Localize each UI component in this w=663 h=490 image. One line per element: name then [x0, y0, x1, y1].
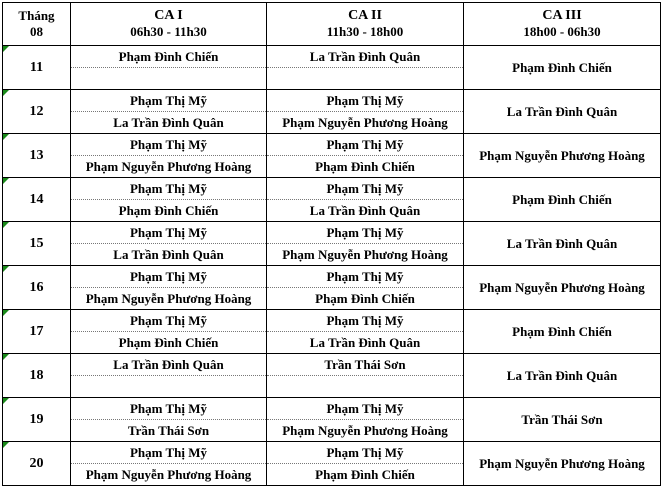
ca3-staff: La Trần Đình Quân: [464, 222, 661, 266]
shift-header-ca2: [267, 3, 464, 46]
shift-schedule-table: [2, 2, 661, 486]
ca1-staff-2: [71, 68, 267, 90]
ca2-staff-2: [267, 376, 464, 398]
ca1-staff-2: La Trần Đình Quân: [71, 112, 267, 134]
ca1-staff-1: La Trần Đình Quân: [71, 354, 267, 376]
ca2-staff-1: Phạm Thị Mỹ: [267, 398, 464, 420]
ca3-staff: Phạm Đình Chiến: [464, 310, 661, 354]
ca1-staff-2: Phạm Nguyễn Phương Hoàng: [71, 156, 267, 178]
ca2-staff-1: Phạm Thị Mỹ: [267, 222, 464, 244]
ca1-staff-1: Phạm Thị Mỹ: [71, 134, 267, 156]
ca1-staff-1: Phạm Đình Chiến: [71, 46, 267, 68]
ca3-staff: Phạm Nguyễn Phương Hoàng: [464, 266, 661, 310]
day-cell: 17: [3, 310, 71, 354]
day-cell: 20: [3, 442, 71, 486]
ca2-staff-1: Trần Thái Sơn: [267, 354, 464, 376]
ca1-staff-1: Phạm Thị Mỹ: [71, 222, 267, 244]
table-row: [3, 46, 661, 68]
table-row: [3, 90, 661, 112]
shift-name: CA III: [542, 8, 582, 23]
ca2-staff-2: Phạm Nguyễn Phương Hoàng: [267, 112, 464, 134]
day-cell: 14: [3, 178, 71, 222]
ca2-staff-2: Phạm Nguyễn Phương Hoàng: [267, 244, 464, 266]
shift-header-ca3: [464, 3, 661, 46]
table-row: [3, 134, 661, 156]
ca3-staff: Phạm Đình Chiến: [464, 46, 661, 90]
table-row: [3, 354, 661, 376]
ca2-staff-2: Phạm Đình Chiến: [267, 464, 464, 486]
ca1-staff-1: Phạm Thị Mỹ: [71, 90, 267, 112]
day-cell: 12: [3, 90, 71, 134]
shift-header-ca1: [71, 3, 267, 46]
ca1-staff-1: Phạm Thị Mỹ: [71, 266, 267, 288]
shift-time: 18h00 - 06h30: [523, 24, 601, 39]
table-row: [3, 266, 661, 288]
ca1-staff-2: [71, 376, 267, 398]
ca1-staff-1: Phạm Thị Mỹ: [71, 178, 267, 200]
month-value: 08: [30, 24, 43, 39]
ca1-staff-2: Phạm Nguyễn Phương Hoàng: [71, 288, 267, 310]
ca2-staff-2: Phạm Nguyễn Phương Hoàng: [267, 420, 464, 442]
day-cell: 18: [3, 354, 71, 398]
ca1-staff-2: Trần Thái Sơn: [71, 420, 267, 442]
ca2-staff-2: Phạm Đình Chiến: [267, 156, 464, 178]
month-header: [3, 3, 71, 46]
ca2-staff-2: La Trần Đình Quân: [267, 332, 464, 354]
day-cell: 15: [3, 222, 71, 266]
ca2-staff-1: Phạm Thị Mỹ: [267, 442, 464, 464]
table-row: [3, 310, 661, 332]
ca3-staff: Phạm Đình Chiến: [464, 178, 661, 222]
shift-time: 06h30 - 11h30: [130, 24, 207, 39]
ca1-staff-2: Phạm Đình Chiến: [71, 200, 267, 222]
ca3-staff: La Trần Đình Quân: [464, 354, 661, 398]
ca2-staff-1: Phạm Thị Mỹ: [267, 310, 464, 332]
ca3-staff: Trần Thái Sơn: [464, 398, 661, 442]
ca2-staff-1: Phạm Thị Mỹ: [267, 178, 464, 200]
day-cell: 19: [3, 398, 71, 442]
ca1-staff-2: Phạm Nguyễn Phương Hoàng: [71, 464, 267, 486]
ca3-staff: La Trần Đình Quân: [464, 90, 661, 134]
ca3-staff: Phạm Nguyễn Phương Hoàng: [464, 442, 661, 486]
schedule-body: [3, 46, 661, 486]
ca2-staff-1: Phạm Thị Mỹ: [267, 90, 464, 112]
ca1-staff-2: Phạm Đình Chiến: [71, 332, 267, 354]
ca1-staff-2: La Trần Đình Quân: [71, 244, 267, 266]
table-row: [3, 178, 661, 200]
ca2-staff-1: La Trần Đình Quân: [267, 46, 464, 68]
ca2-staff-2: Phạm Đình Chiến: [267, 288, 464, 310]
day-cell: 13: [3, 134, 71, 178]
ca2-staff-2: La Trần Đình Quân: [267, 200, 464, 222]
ca2-staff-1: Phạm Thị Mỹ: [267, 134, 464, 156]
day-cell: 11: [3, 46, 71, 90]
ca1-staff-1: Phạm Thị Mỹ: [71, 310, 267, 332]
shift-name: CA I: [154, 8, 183, 23]
shift-time: 11h30 - 18h00: [326, 24, 404, 39]
table-row: [3, 398, 661, 420]
header-row: [3, 3, 661, 46]
ca3-staff: Phạm Nguyễn Phương Hoàng: [464, 134, 661, 178]
ca2-staff-2: [267, 68, 464, 90]
month-label: Tháng: [18, 8, 55, 23]
day-cell: 16: [3, 266, 71, 310]
ca1-staff-1: Phạm Thị Mỹ: [71, 442, 267, 464]
shift-name: CA II: [348, 8, 382, 23]
table-row: [3, 222, 661, 244]
ca1-staff-1: Phạm Thị Mỹ: [71, 398, 267, 420]
ca2-staff-1: Phạm Thị Mỹ: [267, 266, 464, 288]
table-row: [3, 442, 661, 464]
